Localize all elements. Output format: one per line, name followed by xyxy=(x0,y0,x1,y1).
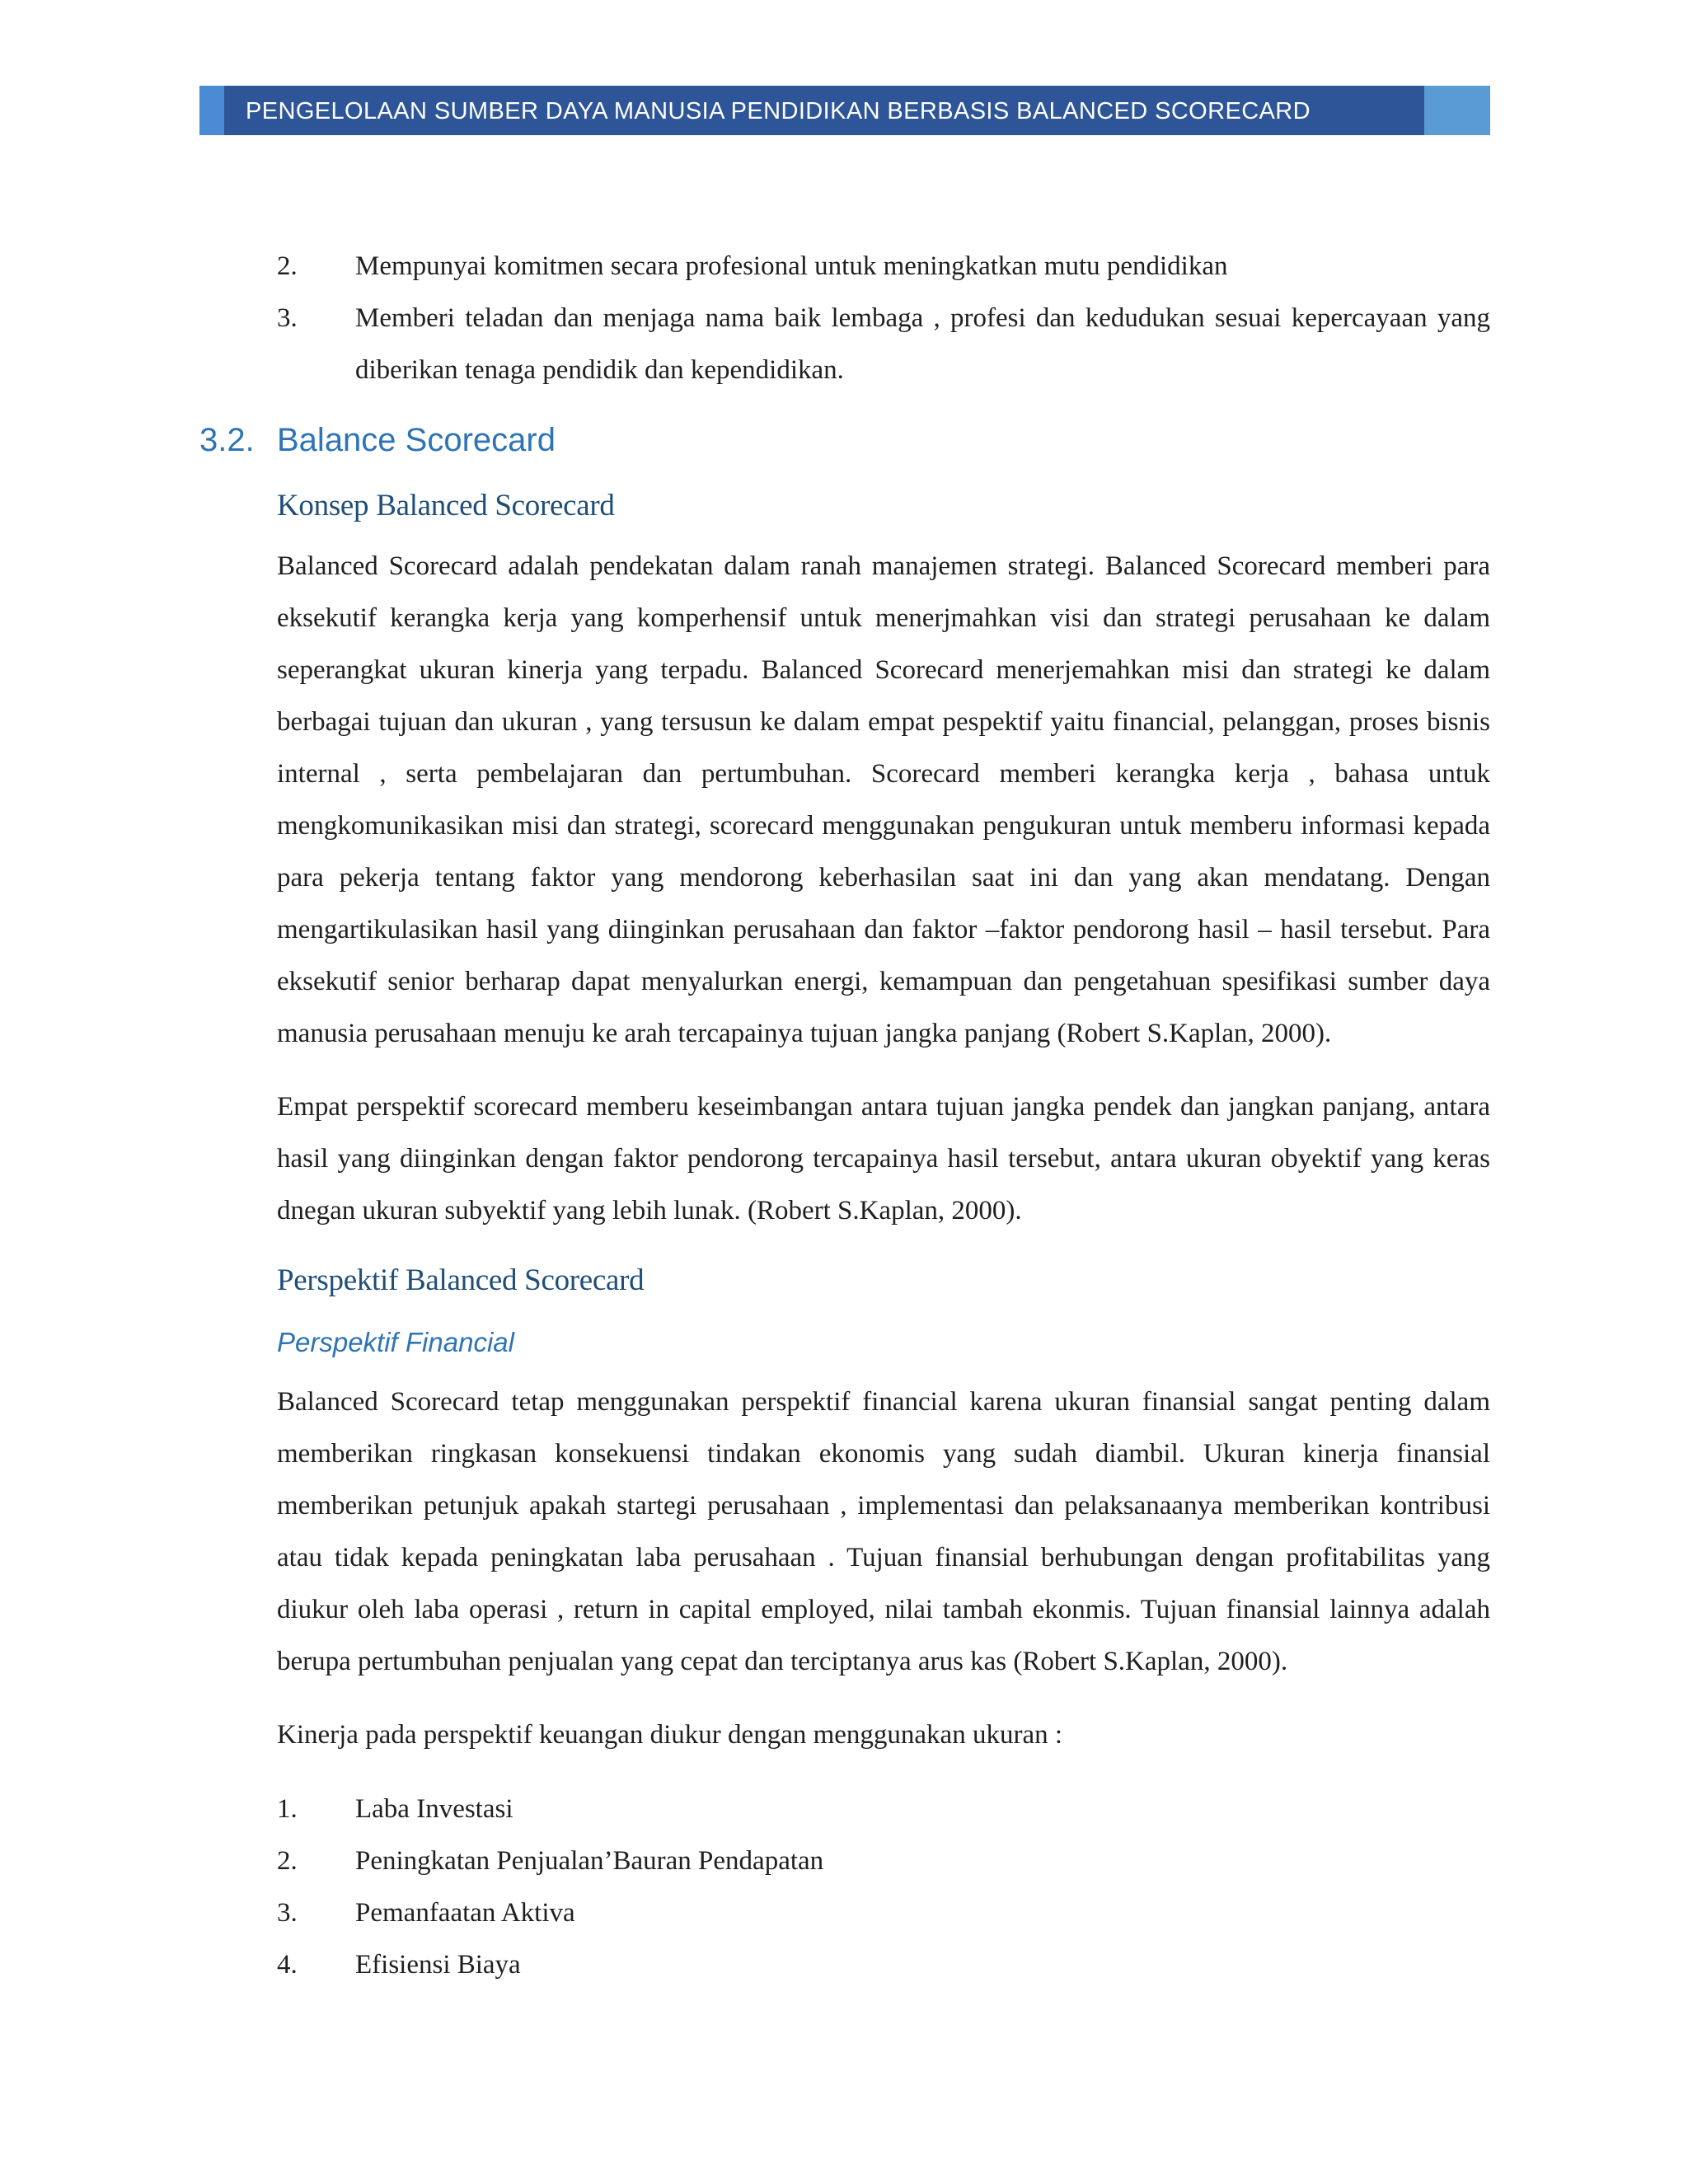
header-title: PENGELOLAAN SUMBER DAYA MANUSIA PENDIDIKAN BERBASIS BALANCED SCORECARD xyxy=(246,98,1311,124)
financial-heading: Perspektif Financial xyxy=(277,1327,514,1357)
list-number: 3. xyxy=(277,1898,298,1928)
header-left-accent xyxy=(199,86,224,135)
list-text: Pemanfaatan Aktiva xyxy=(355,1898,575,1928)
section-heading xyxy=(199,422,556,459)
perspektif-heading: Perspektif Balanced Scorecard xyxy=(277,1263,645,1297)
list-number: 2. xyxy=(277,251,298,281)
measures-intro: Kinerja pada perspektif keuangan diukur dengan menggunakan ukuran : xyxy=(277,1720,1063,1750)
list-text: Laba Investasi xyxy=(355,1794,513,1824)
konsep-paragraph-1: Balanced Scorecard adalah pendekatan dalam ranah manajemen strategi. Balanced Scorecard memberi para eksekutif kerangka kerja yang komperhensif untuk menerjmahkan visi dan strategi perusahaan ke dalam seperangkat ukuran kinerja yang terpadu. Balanced Scorecard menerjemahkan misi dan strategi ke dalam berbagai tujuan dan ukuran , yang tersusun ke dalam empat pespektif yaitu financial, pelanggan, proses bisnis internal , serta pembelajaran dan pertumbuhan. Scorecard memberi kerangka kerja , bahasa untuk mengkomunikasikan misi dan strategi, scorecard menggunakan pengukuran untuk memberu informasi kepada para pekerja tentang faktor yang mendorong keberhasilan saat ini dan yang akan mendatang. Dengan mengartikulasikan hasil yang diinginkan perusahaan dan faktor –faktor pendorong hasil – hasil tersebut. Para eksekutif senior berharap dapat menyalurkan energi, kemampuan dan pengetahuan spesifikasi sumber daya manusia perusahaan menuju ke arah tercapainya tujuan jangka panjang (Robert S.Kaplan, 2000). xyxy=(277,551,1490,1048)
konsep-heading: Konsep Balanced Scorecard xyxy=(277,489,615,523)
list-number: 1. xyxy=(277,1794,298,1824)
list-text: Peningkatan Penjualan’Bauran Pendapatan xyxy=(355,1846,824,1876)
list-number: 3. xyxy=(277,303,298,333)
list-number: 4. xyxy=(277,1950,298,1980)
section-number: 3.2. xyxy=(199,422,255,458)
list-text: Memberi teladan dan menjaga nama baik lembaga , profesi dan kedudukan sesuai kepercayaan yang diberikan tenaga pendidik dan kependidikan. xyxy=(355,303,1490,385)
list-number: 2. xyxy=(277,1846,298,1876)
running-header xyxy=(199,86,1490,135)
list-text: Efisiensi Biaya xyxy=(355,1950,521,1980)
konsep-paragraph-2: Empat perspektif scorecard memberu keseimbangan antara tujuan jangka pendek dan jangkan panjang, antara hasil yang diinginkan dengan faktor pendorong tercapainya hasil tersebut, antara ukuran obyektif yang keras dnegan ukuran subyektif yang lebih lunak. (Robert S.Kaplan, 2000). xyxy=(277,1092,1490,1226)
list-text: Mempunyai komitmen secara profesional untuk meningkatkan mutu pendidikan xyxy=(355,251,1228,281)
header-right-accent xyxy=(1424,86,1490,135)
section-title: Balance Scorecard xyxy=(277,422,556,458)
financial-paragraph: Balanced Scorecard tetap menggunakan perspektif financial karena ukuran finansial sangat penting dalam memberikan ringkasan konsekuensi tindakan ekonomis yang sudah diambil. Ukuran kinerja finansial memberikan petunjuk apakah startegi perusahaan , implementasi dan pelaksanaanya memberikan kontribusi atau tidak kepada peningkatan laba perusahaan . Tujuan finansial berhubungan dengan profitabilitas yang diukur oleh laba operasi , return in capital employed, nilai tambah ekonmis. Tujuan finansial lainnya adalah berupa pertumbuhan penjualan yang cepat dan terciptanya arus kas (Robert S.Kaplan, 2000). xyxy=(277,1387,1490,1676)
